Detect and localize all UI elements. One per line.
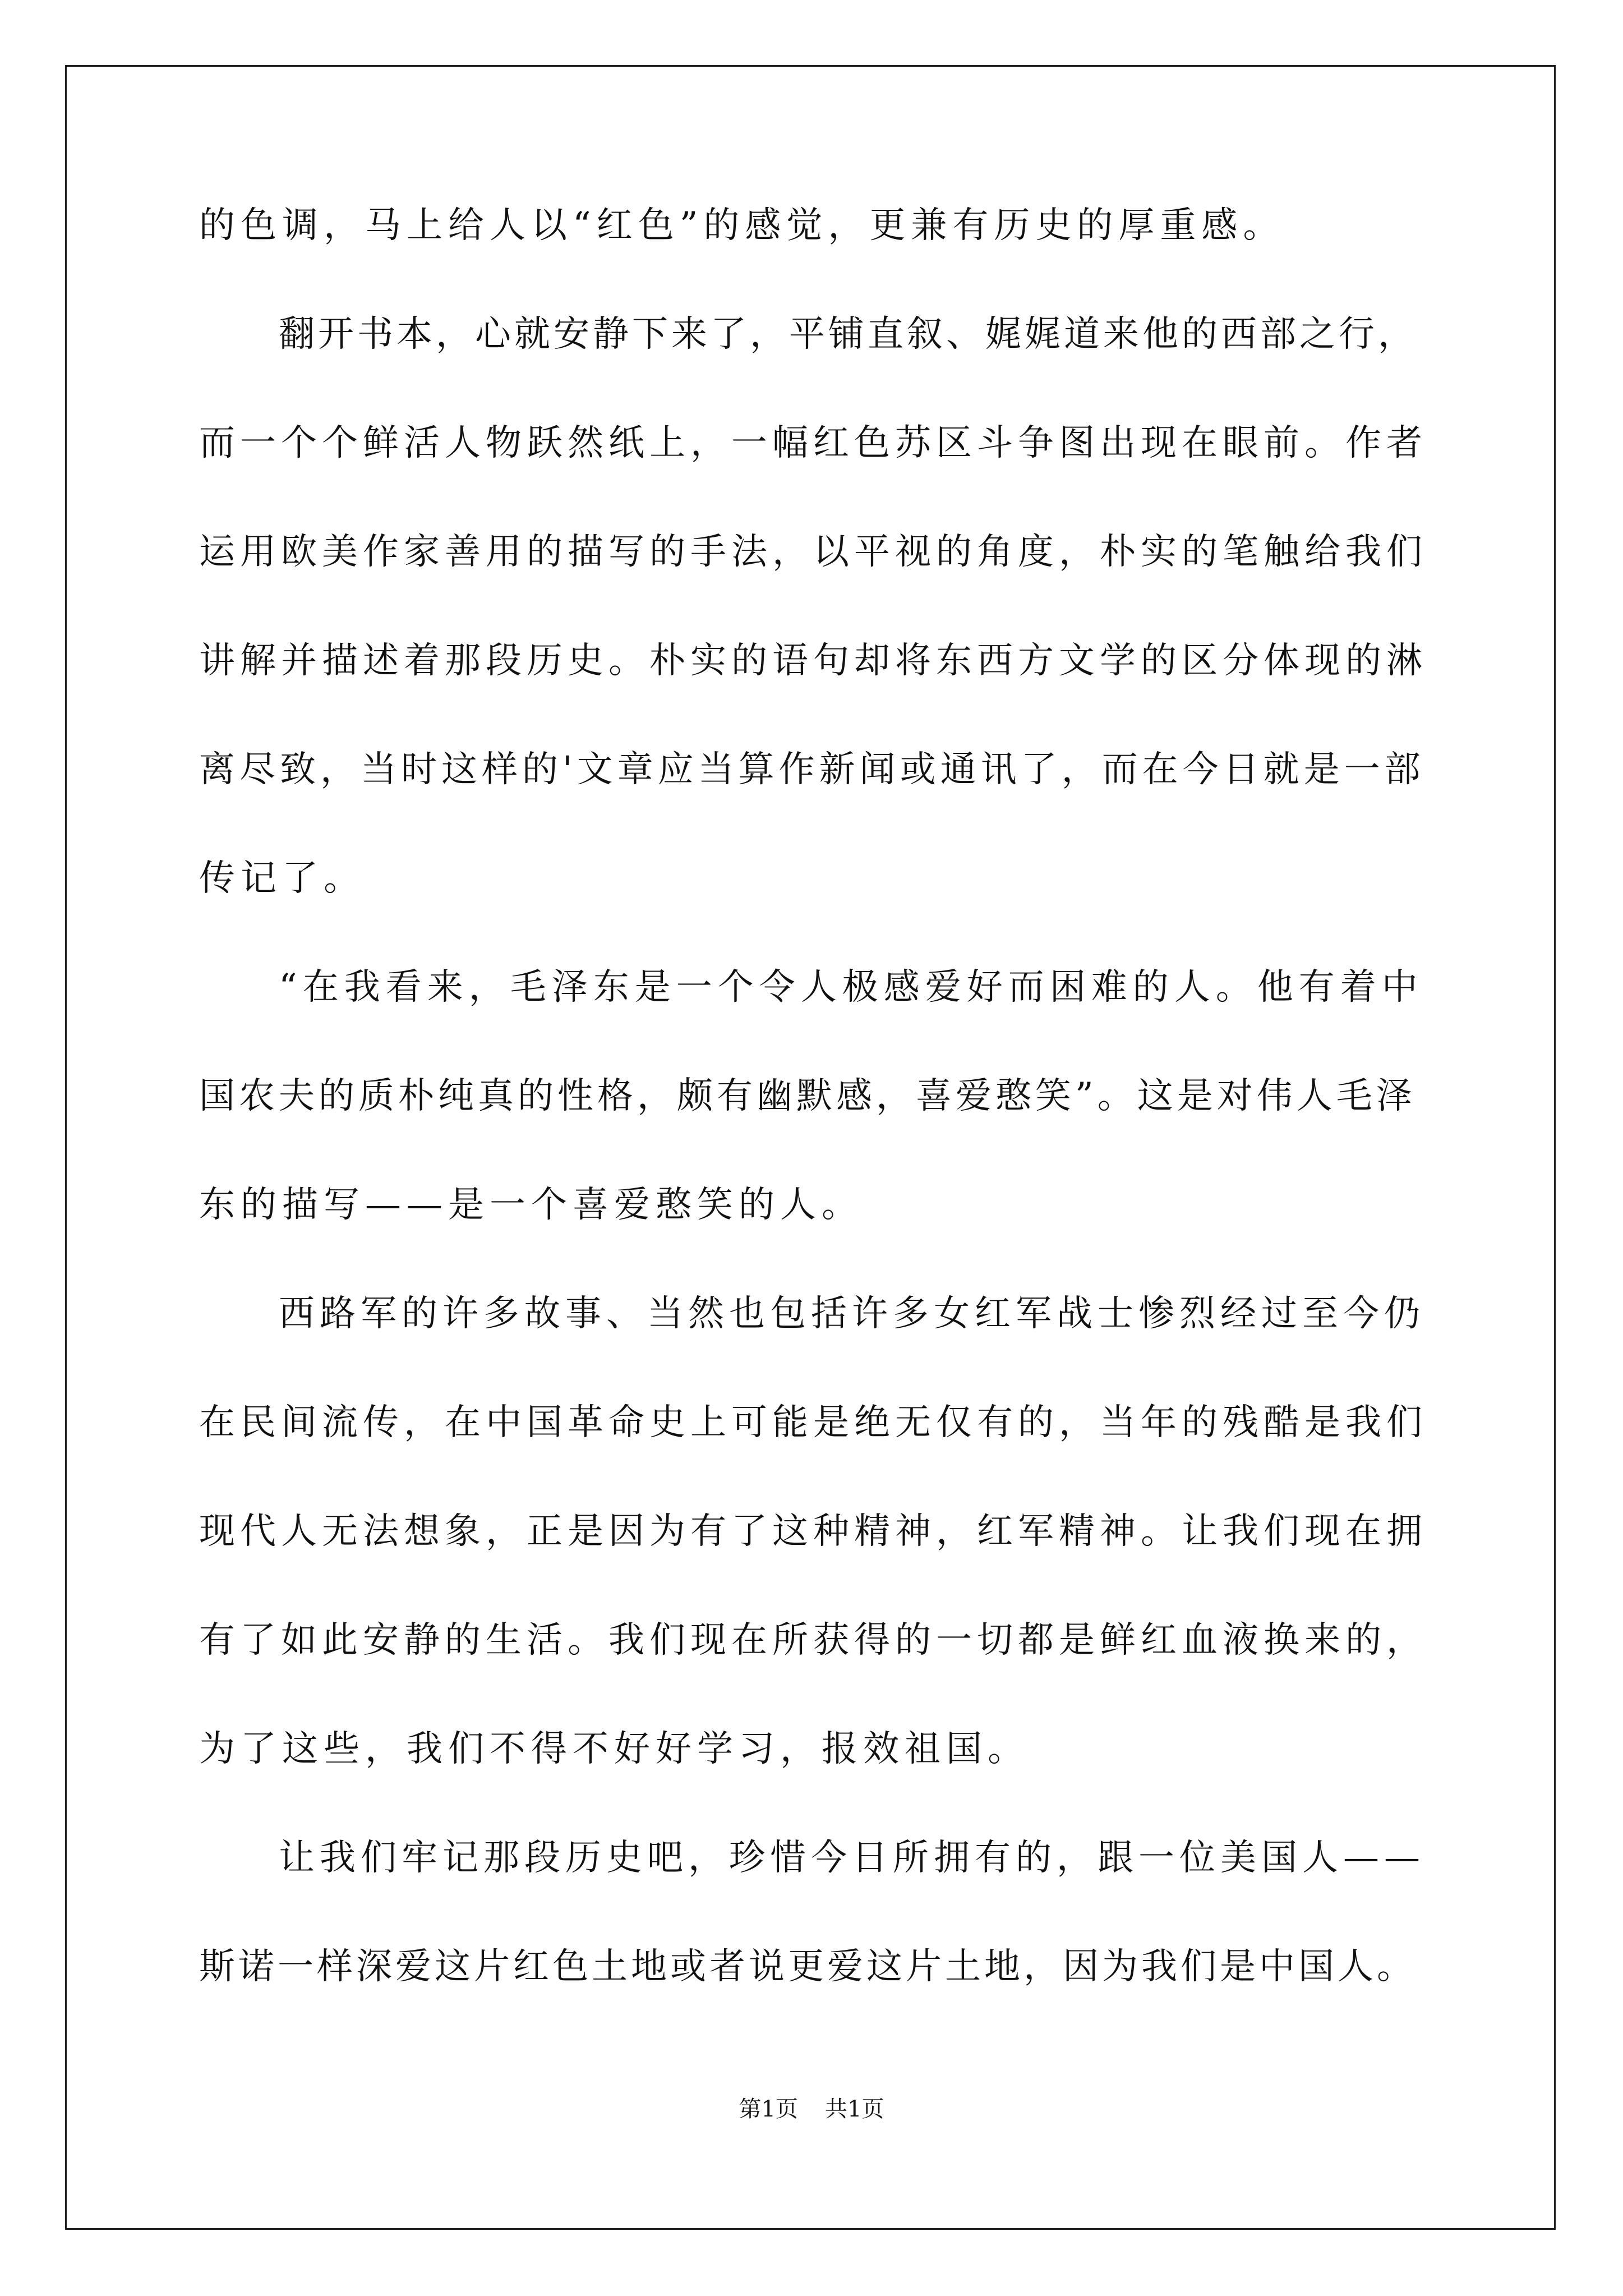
text-line: 而一个个鲜活人物跃然纸上，一幅红色苏区斗争图出现在眼前。作者: [199, 422, 1427, 464]
text-line: 离尽致，当时这样的'文章应当算作新闻或通讯了，而在今日就是一部: [199, 749, 1425, 790]
text-line: 运用欧美作家善用的描写的手法，以平视的角度，朴实的笔触给我们: [199, 531, 1427, 573]
text-line: 让我们牢记那段历史吧，珍惜今日所拥有的，跟一位美国人——: [279, 1837, 1425, 1879]
page-border: [65, 65, 1556, 2230]
text-line: 的色调，马上给人以“红色”的感觉，更兼有历史的厚重感。: [199, 205, 1285, 246]
page-footer: [0, 2097, 1623, 2122]
text-line: 东的描写——是一个喜爱憨笑的人。: [199, 1184, 863, 1226]
text-line: 西路军的许多故事、当然也包括许多女红军战士惨烈经过至今仍: [279, 1293, 1425, 1335]
page-number: 第1页: [739, 2096, 798, 2122]
text-line: 传记了。: [199, 858, 365, 899]
text-line: “在我看来，毛泽东是一个令人极感爱好而困难的人。他有着中: [279, 967, 1423, 1008]
text-line: 现代人无法想象，正是因为有了这种精神，红军精神。让我们现在拥: [199, 1511, 1427, 1552]
page-total: 共1页: [825, 2096, 884, 2122]
text-line: 翻开书本，心就安静下来了，平铺直叙、娓娓道来他的西部之行，: [279, 314, 1417, 355]
text-line: 国农夫的质朴纯真的性格，颇有幽默感，喜爱憨笑”。这是对伟人毛泽: [199, 1075, 1416, 1117]
text-line: 有了如此安静的生活。我们现在所获得的一切都是鲜红血液换来的，: [199, 1619, 1427, 1661]
text-line: 讲解并描述着那段历史。朴实的语句却将东西方文学的区分体现的淋: [199, 640, 1427, 682]
text-line: 在民间流传，在中国革命史上可能是绝无仅有的，当年的残酷是我们: [199, 1402, 1427, 1443]
text-line: 为了这些，我们不得不好好学习，报效祖国。: [199, 1728, 1029, 1770]
text-line: 斯诺一样深爱这片红色土地或者说更爱这片土地，因为我们是中国人。: [199, 1946, 1416, 1987]
